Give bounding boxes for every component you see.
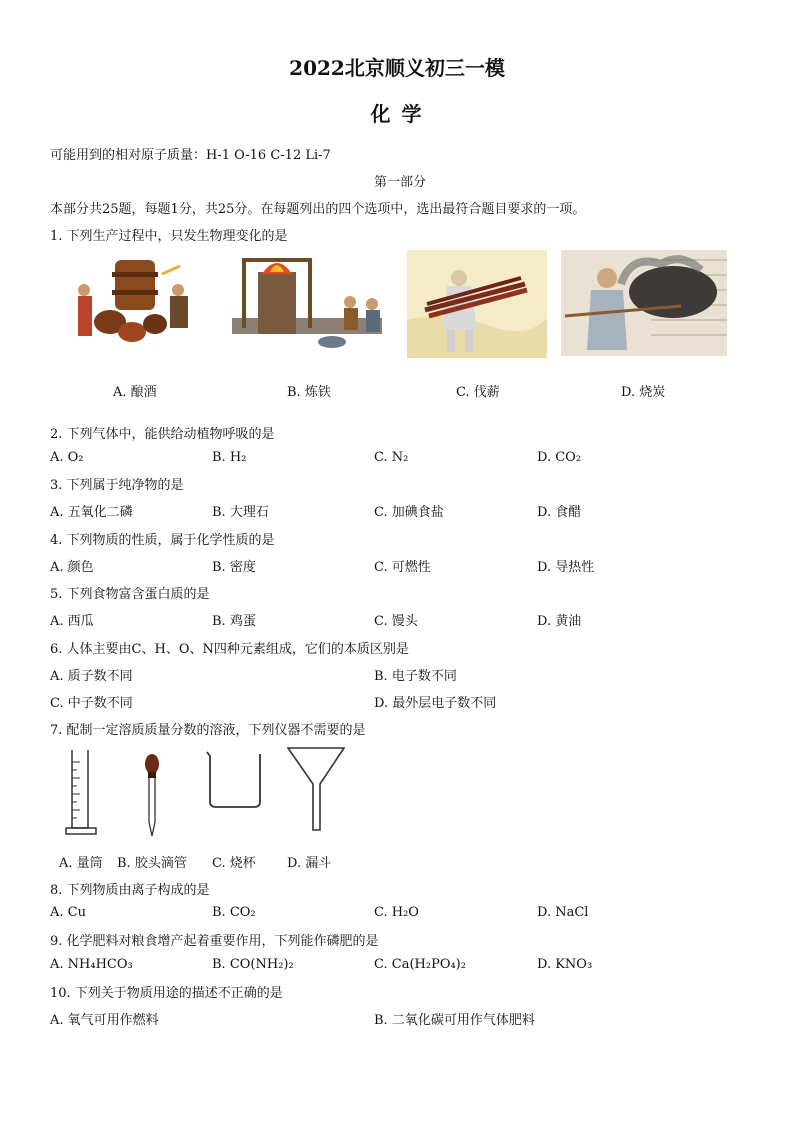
q2-option-c: C. N₂ bbox=[374, 450, 409, 465]
q5-option-d: D. 黄油 bbox=[537, 614, 582, 629]
q1-option-a: A. 酿酒 bbox=[113, 385, 157, 400]
charcoal-burning-illustration bbox=[561, 250, 727, 356]
q8-option-c: C. H₂O bbox=[374, 905, 419, 920]
question-7-stem: 7. 配制一定溶质质量分数的溶液，下列仪器不需要的是 bbox=[50, 723, 366, 738]
q9-option-d: D. KNO₃ bbox=[537, 957, 593, 972]
q3-option-d: D. 食醋 bbox=[537, 505, 582, 520]
q8-option-a: A. Cu bbox=[50, 905, 86, 920]
question-5-stem: 5. 下列食物富含蛋白质的是 bbox=[50, 587, 210, 602]
instructions: 本部分共25题，每题1分，共25分。在每题列出的四个选项中，选出最符合题目要求的一项。 bbox=[50, 202, 586, 217]
graduated-cylinder-icon bbox=[62, 748, 102, 838]
q6-option-a: A. 质子数不同 bbox=[50, 669, 133, 684]
q1-option-b: B. 炼铁 bbox=[287, 385, 331, 400]
q4-option-b: B. 密度 bbox=[212, 560, 256, 575]
q2-option-d: D. CO₂ bbox=[537, 450, 582, 465]
q4-option-c: C. 可燃性 bbox=[374, 560, 431, 575]
q6-option-b: B. 电子数不同 bbox=[374, 669, 457, 684]
q3-option-c: C. 加碘食盐 bbox=[374, 505, 444, 520]
question-10-stem: 10. 下列关于物质用途的描述不正确的是 bbox=[50, 986, 283, 1001]
q7-option-a: A. 量筒 bbox=[59, 856, 103, 871]
question-8-stem: 8. 下列物质由离子构成的是 bbox=[50, 883, 210, 898]
q7-option-c: C. 烧杯 bbox=[212, 856, 256, 871]
brewing-illustration bbox=[70, 252, 200, 352]
q3-option-a: A. 五氧化二磷 bbox=[50, 505, 133, 520]
q2-option-a: A. O₂ bbox=[50, 450, 84, 465]
firewood-cutting-illustration bbox=[407, 250, 547, 358]
q5-option-c: C. 馒头 bbox=[374, 614, 418, 629]
question-6-stem: 6. 人体主要由C、H、O、N四种元素组成，它们的本质区别是 bbox=[50, 642, 409, 657]
atomic-masses-note: 可能用到的相对原子质量：H-1 O-16 C-12 Li-7 bbox=[50, 148, 331, 163]
q1-option-d: D. 烧炭 bbox=[621, 385, 666, 400]
funnel-icon bbox=[286, 746, 346, 832]
q4-option-d: D. 导热性 bbox=[537, 560, 595, 575]
q6-option-d: D. 最外层电子数不同 bbox=[374, 696, 497, 711]
q5-option-b: B. 鸡蛋 bbox=[212, 614, 256, 629]
iron-smelting-illustration bbox=[232, 252, 392, 354]
q4-option-a: A. 颜色 bbox=[50, 560, 94, 575]
q3-option-b: B. 大理石 bbox=[212, 505, 269, 520]
q7-option-d: D. 漏斗 bbox=[287, 856, 332, 871]
part-heading: 第一部分 bbox=[374, 175, 427, 190]
question-1-stem: 1. 下列生产过程中，只发生物理变化的是 bbox=[50, 229, 288, 244]
question-3-stem: 3. 下列属于纯净物的是 bbox=[50, 478, 184, 493]
question-9-stem: 9. 化学肥料对粮食增产起着重要作用，下列能作磷肥的是 bbox=[50, 934, 379, 949]
q9-option-b: B. CO(NH₂)₂ bbox=[212, 957, 294, 972]
q8-option-b: B. CO₂ bbox=[212, 905, 256, 920]
q9-option-a: A. NH₄HCO₃ bbox=[50, 957, 133, 972]
question-4-stem: 4. 下列物质的性质，属于化学性质的是 bbox=[50, 533, 275, 548]
q8-option-d: D. NaCl bbox=[537, 905, 589, 920]
q2-option-b: B. H₂ bbox=[212, 450, 247, 465]
q10-option-b: B. 二氧化碳可用作气体肥料 bbox=[374, 1013, 535, 1028]
subject-title: 化 学 bbox=[370, 102, 424, 126]
q6-option-c: C. 中子数不同 bbox=[50, 696, 133, 711]
q7-option-b: B. 胶头滴管 bbox=[117, 856, 187, 871]
q1-option-c: C. 伐薪 bbox=[456, 385, 500, 400]
q10-option-a: A. 氧气可用作燃料 bbox=[50, 1013, 159, 1028]
q5-option-a: A. 西瓜 bbox=[50, 614, 94, 629]
dropper-icon bbox=[140, 752, 164, 838]
question-2-stem: 2. 下列气体中，能供给动植物呼吸的是 bbox=[50, 427, 275, 442]
beaker-icon bbox=[204, 750, 266, 810]
q9-option-c: C. Ca(H₂PO₄)₂ bbox=[374, 957, 466, 972]
page-title: 2022北京顺义初三一模 bbox=[289, 56, 505, 80]
